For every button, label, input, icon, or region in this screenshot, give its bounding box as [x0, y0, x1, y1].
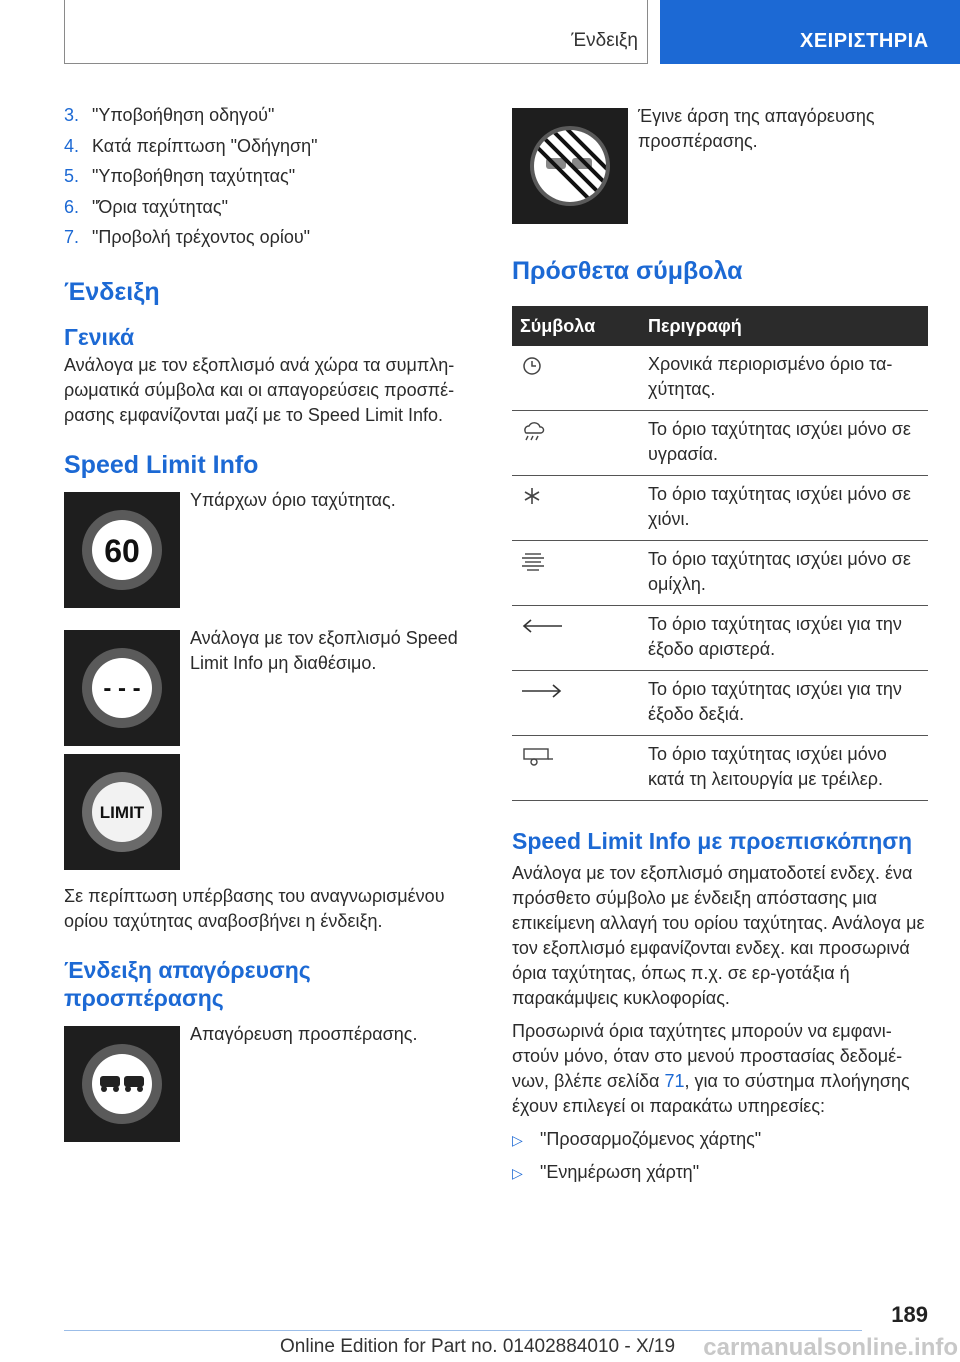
- sign-row-current-limit: [64, 489, 476, 608]
- sign-caption: Υπάρχων όριο ταχύτητας.: [190, 489, 396, 510]
- paragraph-preview-2: Προσωρινά όρια ταχύτητες μπορούν να εμφανι-στούν μόνο, όταν στο μενού προστασίας δεδομέ-νων, βλέπε σελίδα 71, για το σύστημα πλοήγησης έχουν επιλεγεί οι παρακάτω υπηρεσίες:: [512, 1021, 910, 1116]
- trailer-icon: [520, 746, 554, 766]
- heading-preview: Speed Limit Info με προεπισκόπηση: [512, 828, 913, 854]
- footer-divider: [64, 1330, 862, 1331]
- bullet-list: [512, 1123, 928, 1189]
- description-cell: Το όριο ταχύτητας ισχύει για την έξοδο δεξιά.: [640, 671, 928, 736]
- page-number: 189: [891, 1302, 928, 1327]
- limit-sign-image: [64, 754, 180, 870]
- page-link[interactable]: 71: [664, 1071, 685, 1091]
- paragraph-general: Ανάλογα με τον εξοπλισμό ανά χώρα τα συμπλη-ρωματικά σύμβολα και οι απαγορεύσεις προσπέ-ρασης εμφανίζονται μαζί με το Speed Limit Info.: [64, 354, 455, 425]
- table-row: [512, 346, 928, 411]
- table-row: [512, 736, 928, 801]
- triangle-bullet-icon: ▷: [512, 1165, 523, 1181]
- no-overtaking-sign-image: [64, 1026, 180, 1142]
- numbered-list: [64, 100, 476, 253]
- sign-caption: Ανάλογα με τον εξοπλισμό Speed Limit Info μη διαθέσιμο.: [190, 627, 458, 673]
- table-row: [512, 606, 928, 671]
- list-item: 5. "Υποβοήθηση ταχύτητας": [64, 166, 296, 186]
- fog-icon: [520, 551, 546, 571]
- column-header-symbols: Σύμβολα: [512, 306, 640, 346]
- arrow-right-icon: [520, 681, 564, 701]
- description-cell: Το όριο ταχύτητας ισχύει μόνο κατά τη λειτουργία με τρέιλερ.: [640, 736, 928, 801]
- snowflake-icon: [520, 486, 544, 506]
- sign-row-unavailable: [64, 627, 476, 746]
- right-column: [512, 100, 928, 1189]
- description-cell: Το όριο ταχύτητας ισχύει μόνο σε ομίχλη.: [640, 541, 928, 606]
- list-item: 3. "Υποβοήθηση οδηγού": [64, 105, 275, 125]
- description-cell: Το όριο ταχύτητας ισχύει μόνο σε χιόνι.: [640, 476, 928, 541]
- description-cell: Χρονικά περιορισμένο όριο τα-χύτητας.: [640, 346, 928, 411]
- table-row: [512, 541, 928, 606]
- heading-speed-limit-info: Speed Limit Info: [64, 450, 259, 479]
- left-column: [64, 100, 476, 1142]
- table-row: [512, 411, 928, 476]
- heading-display: Ένδειξη: [64, 277, 160, 306]
- unavailable-sign-image: [64, 630, 180, 746]
- description-cell: Το όριο ταχύτητας ισχύει μόνο σε υγρασία.: [640, 411, 928, 476]
- sign-60-label: 60: [104, 532, 140, 569]
- list-item: 7. "Προβολή τρέχοντος ορίου": [64, 227, 311, 247]
- list-item: 4. Κατά περίπτωση "Οδήγηση": [64, 135, 318, 156]
- paragraph-exceed: Σε περίπτωση υπέρβασης του αναγνωρισμένου ορίου ταχύτητας αναβοσβήνει η ένδειξη.: [64, 885, 445, 931]
- clock-icon: [520, 356, 544, 376]
- heading-general: Γενικά: [64, 323, 135, 350]
- header-frame: [64, 0, 648, 64]
- column-header-description: Περιγραφή: [640, 306, 928, 346]
- sign-caption: Έγινε άρση της απαγόρευσης προσπέρασης.: [638, 106, 875, 151]
- table-header-row: [512, 306, 928, 346]
- table-row: [512, 476, 928, 541]
- sign-dashes-label: - - -: [103, 674, 141, 702]
- list-item: ▷ "Ενημέρωση χάρτη": [512, 1156, 928, 1189]
- sign-caption: Απαγόρευση προσπέρασης.: [190, 1023, 418, 1044]
- triangle-bullet-icon: ▷: [512, 1132, 523, 1148]
- footer-edition: Online Edition for Part no. 01402884010 - X/19: [280, 1336, 676, 1357]
- list-item: 6. "Όρια ταχύτητας": [64, 196, 228, 217]
- symbols-table: [512, 306, 928, 801]
- sign-row-no-overtaking: [64, 1023, 476, 1142]
- watermark: carmanualsonline.info: [703, 1334, 958, 1361]
- table-row: [512, 671, 928, 736]
- end-no-overtaking-sign-image: [512, 108, 628, 224]
- sign-limit-label: LIMIT: [99, 802, 145, 822]
- speed-limit-sign-image: [64, 492, 180, 608]
- list-item: ▷ "Προσαρμοζόμενος χάρτης": [512, 1123, 928, 1156]
- description-cell: Το όριο ταχύτητας ισχύει για την έξοδο αριστερά.: [640, 606, 928, 671]
- sign-row-end-no-overtaking: [512, 108, 928, 224]
- heading-extra-symbols: Πρόσθετα σύμβολα: [512, 257, 743, 285]
- chapter-tab[interactable]: ΧΕΙΡΙΣΤΗΡΙΑ: [660, 0, 960, 64]
- heading-no-overtaking: Ένδειξη απαγόρευσης προσπέρασης: [64, 956, 311, 1011]
- rain-cloud-icon: [520, 421, 546, 441]
- paragraph-preview-1: Ανάλογα με τον εξοπλισμό σηματοδοτεί ενδεχ. ένα πρόσθετο σύμβολο με ένδειξη απόστασης μια επικείμενη αλλαγή του ορίου ταχύτητας. Ανάλογα με τον εξοπλισμό εμφανίζονται ενδεχ. και προσωρινά όρια ταχύτητας, όπως π.χ. σε ερ-γοτάξια ή παρακάμψεις κυκλοφορίας.: [512, 863, 925, 1008]
- section-title: Ένδειξη: [571, 30, 638, 51]
- sign-row-limit: [64, 754, 476, 870]
- arrow-left-icon: [520, 616, 564, 636]
